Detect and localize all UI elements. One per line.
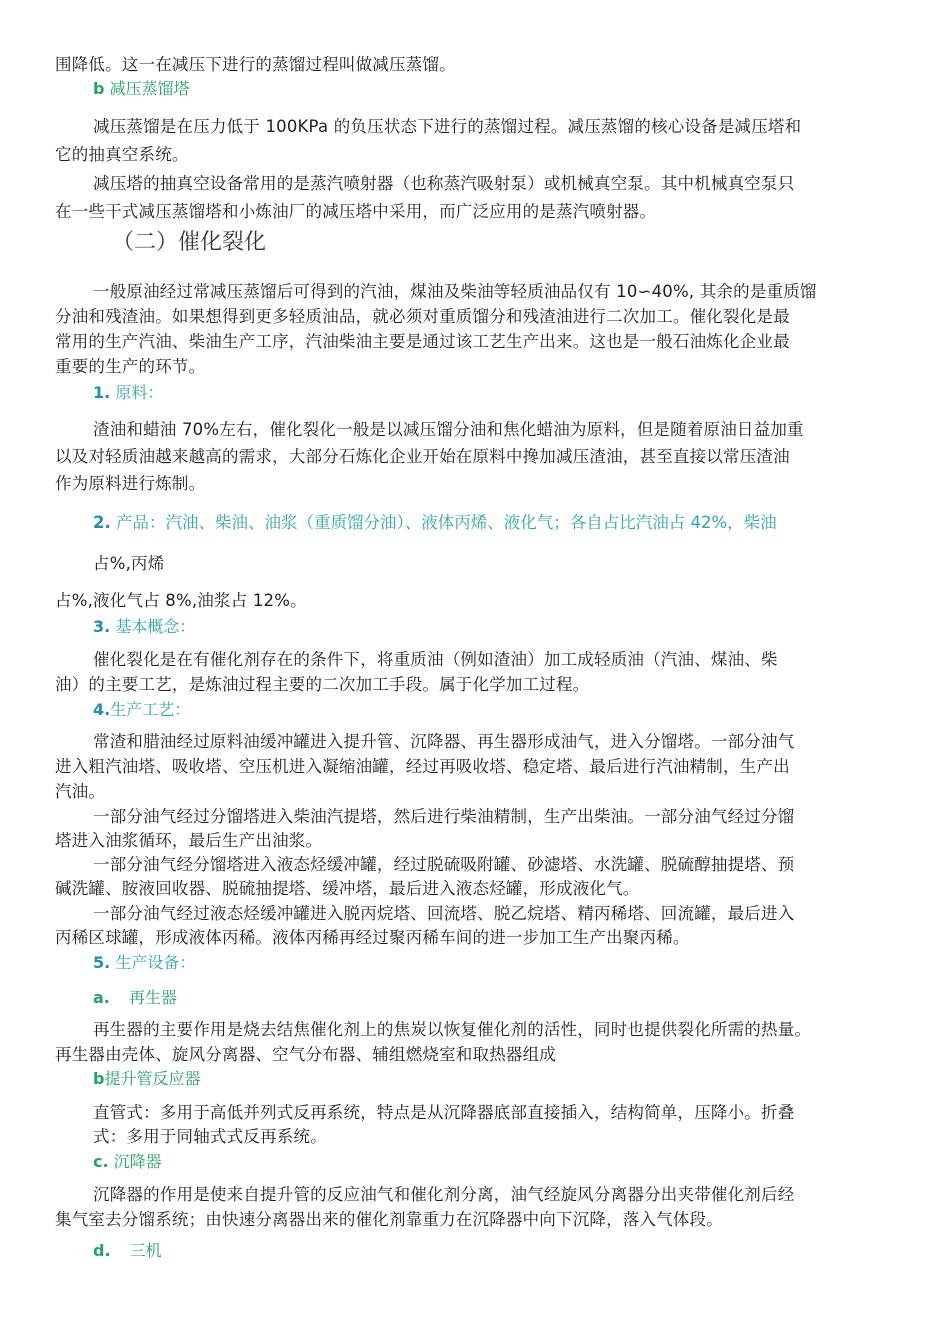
text-line: 汽油。	[55, 782, 106, 801]
text-line: 重要的生产的环节。	[55, 357, 206, 376]
text-line: 式：多用于同轴式式反再系统。	[93, 1127, 327, 1146]
text-line: 在一些干式减压蒸馏塔和小炼油厂的减压塔中采用，而广泛应用的是蒸汽喷射器。	[55, 202, 657, 221]
heading-raw-material	[93, 381, 163, 405]
text-line: 丙稀区球罐，形成液体丙稀。液体丙稀再经过聚丙稀车间的进一步加工生产出聚丙稀。	[55, 928, 690, 947]
subheading-title: 三机	[129, 1241, 162, 1260]
heading-number: 2.	[93, 513, 111, 532]
subheading-title: 再生器	[128, 988, 177, 1007]
text-line: 进入粗汽油塔、吸收塔、空压机进入凝缩油罐，经过再吸收塔、稳定塔、最后进行汽油精制，生产出	[55, 757, 790, 776]
heading-production-process	[93, 698, 190, 722]
text-line: 占%,液化气占 8%,油浆占 12%。	[55, 591, 307, 610]
text-line: 塔进入油浆循环，最后生产出油浆。	[55, 831, 323, 850]
subheading-title: 提升管反应器	[104, 1069, 201, 1088]
heading-number: 4.	[93, 700, 111, 719]
subheading-riser-reactor	[93, 1067, 200, 1091]
text-line: 常渣和腊油经过原料油缓冲罐进入提升管、沉降器、再生器形成油气，进入分馏塔。一部分油气	[93, 732, 795, 751]
text-line: 一部分油气经分馏塔进入液态烃缓冲罐，经过脱硫吸附罐、砂滤塔、水洗罐、脱硫醇抽提塔、预	[93, 855, 795, 874]
text-line: 碱洗罐、胺液回收器、脱硫抽提塔、缓冲塔，最后进入液态烃罐，形成液化气。	[55, 879, 640, 898]
heading-production-equipment	[93, 951, 195, 975]
subheading-regenerator	[93, 986, 177, 1010]
text-line: 一部分油气经过分馏塔进入柴油汽提塔，然后进行柴油精制，生产出柴油。一部分油气经过分馏	[93, 807, 795, 826]
heading-number: 1.	[93, 383, 111, 402]
subheading-number: a.	[93, 988, 110, 1007]
text-line: 直管式：多用于高低并列式反再系统，特点是从沉降器底部直接插入，结构简单，压降小。折叠	[93, 1103, 795, 1122]
subheading-number: d.	[93, 1241, 111, 1260]
text-line: 分油和残渣油。如果想得到更多轻质油品，就必须对重质馏分和残渣油进行二次加工。催化裂化是最	[55, 307, 790, 326]
heading-title: 基本概念：	[115, 617, 196, 636]
heading-title: 产品：汽油、柴油、油浆（重质馏分油）、液体丙烯、液化气；各自占比汽油占 42%，柴油	[116, 513, 777, 532]
text-line: 催化裂化是在有催化剂存在的条件下，将重质油（例如渣油）加工成轻质油（汽油、煤油、柴	[93, 650, 778, 669]
text-line: 减压蒸馏是在压力低于 100KPa 的负压状态下进行的蒸馏过程。减压蒸馏的核心设备是减压塔和	[93, 117, 802, 136]
text-line: 占%,丙烯	[93, 554, 165, 573]
text-line: 渣油和蜡油 70%左右，催化裂化一般是以减压馏分油和焦化蜡油为原料，但是随着原油日益加重	[93, 420, 804, 439]
text-line: 再生器由壳体、旋风分离器、空气分布器、辅组燃烧室和取热器组成	[55, 1045, 556, 1064]
section-title-catalytic-cracking: （二）催化裂化	[112, 230, 267, 255]
text-line: 以及对轻质油越来越高的需求，大部分石炼化企业开始在原料中搀加减压渣油，甚至直接以常压渣油	[55, 447, 790, 466]
heading-title: 原料：	[115, 383, 164, 402]
heading-title: 生产设备：	[115, 953, 196, 972]
text-line: 减压塔的抽真空设备常用的是蒸汽喷射器（也称蒸汽吸射泵）或机械真空泵。其中机械真空泵只	[93, 174, 795, 193]
text-line: 围降低。这一在减压下进行的蒸馏过程叫做减压蒸馏。	[55, 55, 456, 74]
text-line: 它的抽真空系统。	[55, 145, 189, 164]
subheading-number: b	[93, 1069, 105, 1088]
subheading-number: c.	[93, 1152, 109, 1171]
heading-title: 生产工艺：	[110, 700, 191, 719]
subheading-number: b	[93, 79, 105, 98]
text-line: 常用的生产汽油、柴油生产工序，汽油柴油主要是通过该工艺生产出来。这也是一般石油炼化企业最	[55, 332, 790, 351]
heading-basic-concept	[93, 615, 195, 639]
heading-number: 3.	[93, 617, 111, 636]
text-line: 一般原油经过常减压蒸馏后可得到的汽油，煤油及柴油等轻质油品仅有 10∽40%, 其余的是重质馏	[93, 282, 817, 301]
subheading-three-machines	[93, 1239, 162, 1263]
text-line: 油）的主要工艺，是炼油过程主要的二次加工手段。属于化学加工过程。	[55, 675, 590, 694]
heading-products	[93, 511, 777, 535]
subheading-title: 减压蒸馏塔	[109, 79, 190, 98]
text-line: 沉降器的作用是使来自提升管的反应油气和催化剂分离，油气经旋风分离器分出夹带催化剂后经	[93, 1185, 795, 1204]
subheading-settler	[93, 1150, 162, 1174]
subheading-title: 沉降器	[113, 1152, 162, 1171]
subheading-vacuum-tower	[93, 77, 190, 101]
text-line: 集气室去分馏系统；由快速分离器出来的催化剂靠重力在沉降器中向下沉降，落入气体段。	[55, 1210, 723, 1229]
text-line: 一部分油气经过液态烃缓冲罐进入脱丙烷塔、回流塔、脱乙烷塔、精丙稀塔、回流罐，最后进入	[93, 904, 795, 923]
text-line: 再生器的主要作用是烧去结焦催化剂上的焦炭以恢复催化剂的活性，同时也提供裂化所需的热量。	[93, 1020, 812, 1039]
text-line: 作为原料进行炼制。	[55, 474, 206, 493]
heading-number: 5.	[93, 953, 111, 972]
